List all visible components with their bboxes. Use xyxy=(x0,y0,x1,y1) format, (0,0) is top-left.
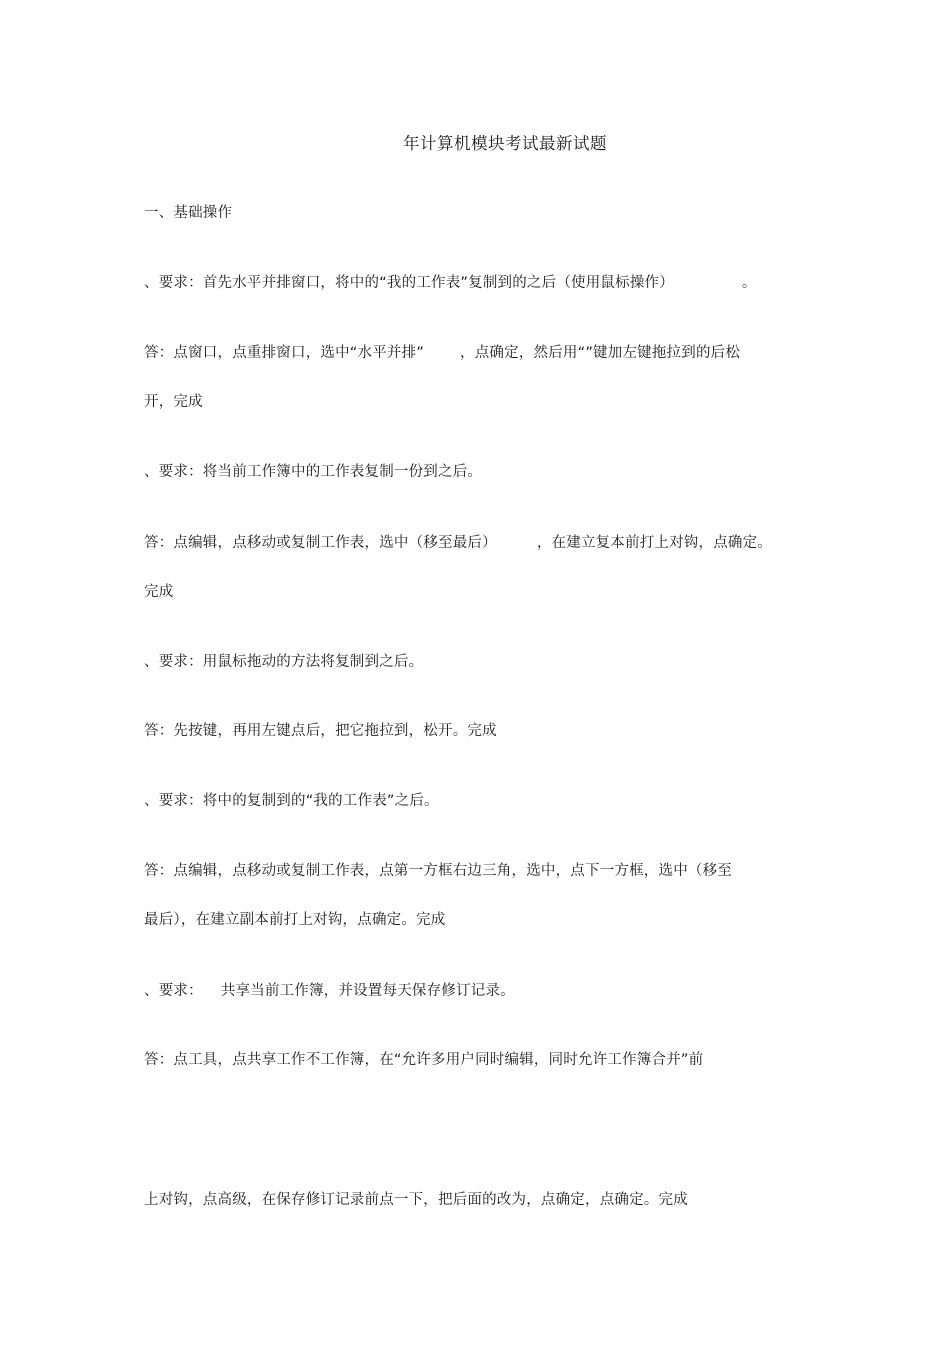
question-1-requirement-text: 、要求：首先水平并排窗口，将中的“我的工作表”复制到的之后（使用鼠标操作） xyxy=(144,275,674,291)
section-heading: 一、基础操作 xyxy=(144,205,233,221)
question-1-answer-line-2: 开，完成 xyxy=(144,394,203,410)
question-1-requirement xyxy=(144,273,757,293)
question-5-requirement-text: 共享当前工作簿，并设置每天保存修订记录。 xyxy=(220,983,515,999)
question-1-requirement-end: 。 xyxy=(741,275,757,291)
question-2-answer-text-b: ，在建立复本前打上对钩，点确定。 xyxy=(536,535,773,551)
question-4-answer-line-1: 答：点编辑，点移动或复制工作表，点第一方框右边三角，选中，点下一方框，选中（移至 xyxy=(144,863,732,879)
question-1-answer-text-b: ，点确定，然后用“”键加左键拖拉到的后松 xyxy=(460,345,741,361)
question-1-answer-line-1 xyxy=(144,343,740,363)
question-3-requirement: 、要求：用鼠标拖动的方法将复制到之后。 xyxy=(144,654,424,670)
page-title: 年计算机模块考试最新试题 xyxy=(403,134,607,153)
question-2-answer-line-1 xyxy=(144,533,772,553)
question-5-requirement xyxy=(144,981,515,1001)
question-2-answer-line-2: 完成 xyxy=(144,584,174,600)
question-5-requirement-label: 、要求： xyxy=(144,983,203,999)
question-2-requirement: 、要求：将当前工作簿中的工作表复制一份到之后。 xyxy=(144,464,483,480)
question-2-answer-text-a: 答：点编辑，点移动或复制工作表，选中（移至最后） xyxy=(144,535,497,551)
question-4-answer-line-2: 最后），在建立副本前打上对钩，点确定。完成 xyxy=(144,912,446,928)
question-5-answer-line-1: 答：点工具，点共享工作不工作簿，在“允许多用户同时编辑，同时允许工作簿合并”前 xyxy=(144,1052,704,1068)
question-5-answer-line-2: 上对钩，点高级，在保存修订记录前点一下，把后面的改为，点确定，点确定。完成 xyxy=(144,1192,688,1208)
question-3-answer: 答：先按键，再用左键点后，把它拖拉到，松开。完成 xyxy=(144,723,497,739)
question-1-answer-text-a: 答：点窗口，点重排窗口，选中“水平并排” xyxy=(144,345,425,361)
question-4-requirement: 、要求：将中的复制到的“我的工作表”之后。 xyxy=(144,793,439,809)
